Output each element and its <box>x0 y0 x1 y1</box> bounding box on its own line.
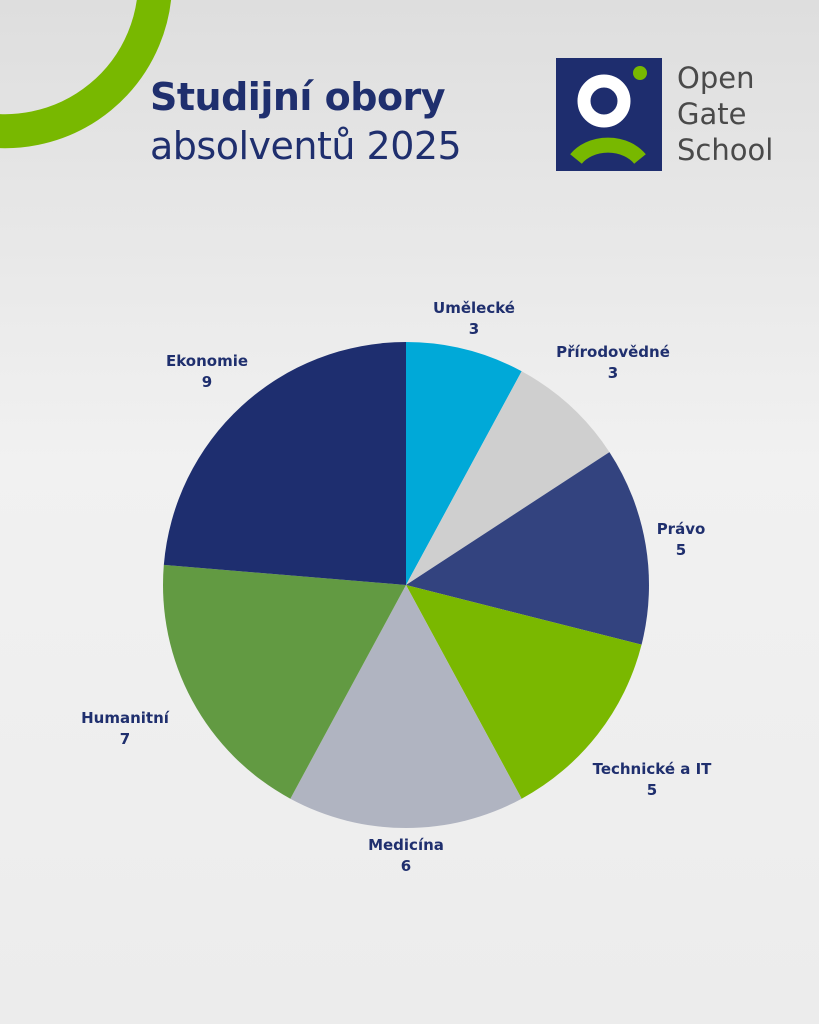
slice-value-1: 3 <box>607 364 619 382</box>
slice-label-4: Medicína <box>368 836 444 854</box>
slice-value-0: 3 <box>468 320 480 338</box>
slice-label-1: Přírodovědné <box>556 343 670 361</box>
slice-value-2: 5 <box>675 541 687 559</box>
slice-value-4: 6 <box>400 857 412 875</box>
slice-label-5: Humanitní <box>81 709 169 727</box>
slice-label-0: Umělecké <box>433 299 515 317</box>
logo-word-school: School <box>677 133 774 167</box>
logo-word-open: Open <box>677 61 755 95</box>
logo-word-gate: Gate <box>677 97 747 131</box>
title-main: Studijní obory <box>150 75 446 119</box>
pie-slice-6 <box>164 342 406 585</box>
slice-label-2: Právo <box>656 520 706 538</box>
slice-label-6: Ekonomie <box>165 352 249 370</box>
slice-value-3: 5 <box>646 781 658 799</box>
slice-value-6: 9 <box>201 373 213 391</box>
slice-value-5: 7 <box>119 730 131 748</box>
slice-label-3: Technické a IT <box>592 760 712 778</box>
title-sub: absolventů 2025 <box>150 124 462 168</box>
